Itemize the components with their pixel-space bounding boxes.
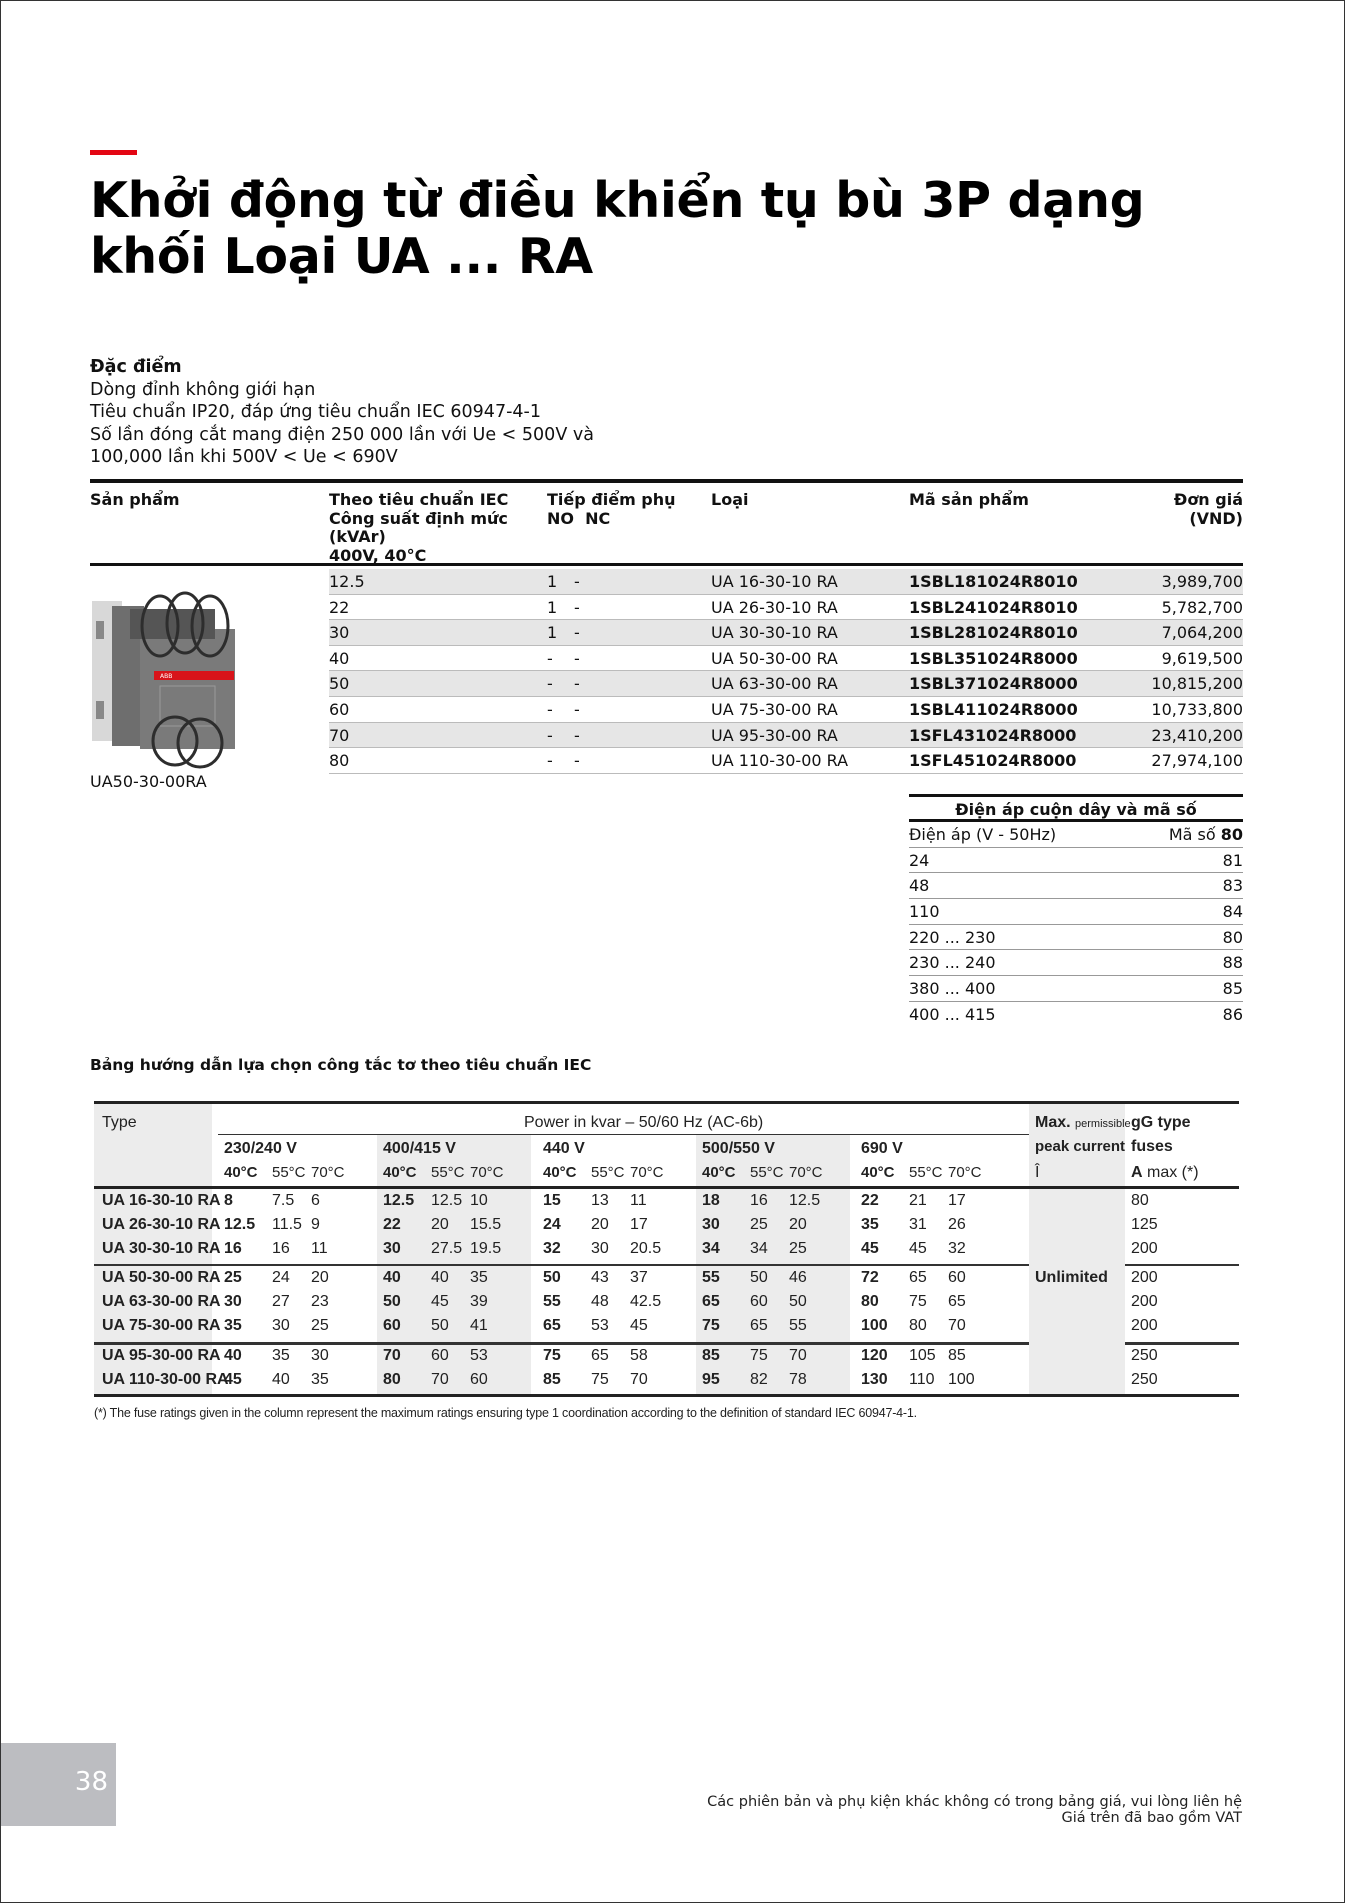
guide-cell: 100 [948, 1371, 975, 1388]
feature-line: Số lần đóng cắt mang điện 250 000 lần với Ue < 500V và [90, 424, 594, 445]
guide-cell: 30 [702, 1216, 720, 1233]
header-fuse-2: fuses [1131, 1138, 1173, 1155]
header-peak: Max. permissible [1035, 1114, 1131, 1131]
accent-bar [90, 150, 137, 155]
guide-cell: 24 [543, 1216, 561, 1233]
guide-cell: 75 [750, 1347, 768, 1364]
cell-nc: - [574, 725, 580, 745]
guide-cell: 34 [750, 1240, 768, 1257]
guide-cell: 48 [591, 1293, 609, 1310]
header-product: Sản phẩm [90, 490, 180, 509]
cell-type: UA 63-30-00 RA [711, 674, 838, 694]
guide-cell: 65 [948, 1293, 966, 1310]
guide-footnote: (*) The fuse ratings given in the column represent the maximum ratings ensuring type 1 coordination according to the definition of standard IEC 60947-4-1. [94, 1406, 917, 1420]
guide-cell: 22 [383, 1216, 401, 1233]
guide-cell: 53 [470, 1347, 488, 1364]
header-type: Loại [711, 490, 749, 509]
guide-cell: 40 [224, 1347, 242, 1364]
header-voltage: 400/415 V [383, 1140, 456, 1157]
coil-row [909, 1002, 1243, 1028]
guide-cell: 10 [470, 1192, 488, 1209]
guide-table-title: Bảng hướng dẫn lựa chọn công tắc tơ theo tiêu chuẩn IEC [90, 1056, 592, 1074]
guide-cell: 53 [591, 1317, 609, 1334]
guide-cell: 22 [861, 1192, 879, 1209]
cell-kvar: 40 [329, 648, 350, 668]
guide-cell: 23 [311, 1293, 329, 1310]
guide-fuse: 200 [1131, 1240, 1158, 1257]
coil-voltage: 220 ... 230 [909, 927, 996, 947]
header-type: Type [102, 1114, 137, 1131]
guide-row-type: UA 75-30-00 RA [102, 1317, 221, 1334]
header-temp: 70°C [470, 1164, 504, 1181]
cell-kvar: 12.5 [329, 572, 365, 591]
guide-cell: 45 [431, 1293, 449, 1310]
coil-row [909, 899, 1243, 925]
header-price: Đơn giá (VND) [1173, 490, 1243, 528]
cell-nc: - [574, 597, 580, 617]
guide-cell: 82 [750, 1371, 768, 1388]
table-row [329, 569, 1243, 595]
coil-table-header: Điện áp (V - 50Hz) Mã số 80 [909, 822, 1243, 848]
cell-nc: - [574, 572, 580, 591]
guide-fuse: 250 [1131, 1347, 1158, 1364]
header-peak-3: Î [1035, 1164, 1040, 1181]
guide-cell: 6 [311, 1192, 320, 1209]
guide-cell: 110 [909, 1371, 935, 1388]
guide-cell: 12.5 [224, 1216, 256, 1233]
cell-kvar: 50 [329, 674, 350, 694]
cell-code: 1SBL351024R8000 [909, 648, 1078, 668]
guide-fuse: 250 [1131, 1371, 1158, 1388]
product-image-caption: UA50-30-00RA [90, 772, 207, 791]
cell-code: 1SBL371024R8000 [909, 674, 1078, 694]
guide-cell: 16 [750, 1192, 768, 1209]
guide-cell: 43 [591, 1269, 609, 1286]
cell-code: 1SBL411024R8000 [909, 699, 1078, 719]
table-row [329, 671, 1243, 697]
header-kvar: Theo tiêu chuẩn IEC Công suất định mức (kVAr) 400V, 40°C [329, 490, 509, 565]
guide-cell: 75 [702, 1317, 720, 1334]
header-temp: 70°C [948, 1164, 982, 1181]
coil-row [909, 950, 1243, 976]
header-temp: 55°C [591, 1164, 625, 1181]
cell-nc: - [574, 648, 580, 668]
guide-cell: 100 [861, 1317, 888, 1334]
guide-cell: 12.5 [789, 1192, 821, 1209]
guide-cell: 31 [909, 1216, 927, 1233]
cell-kvar: 80 [329, 751, 350, 771]
header-temp: 55°C [431, 1164, 465, 1181]
guide-cell: 30 [311, 1347, 329, 1364]
cell-price: 27,974,100 [1151, 751, 1243, 771]
guide-row-type: UA 63-30-00 RA [102, 1293, 221, 1310]
guide-cell: 65 [702, 1293, 720, 1310]
coil-code: 81 [1222, 850, 1243, 870]
header-voltage: 500/550 V [702, 1140, 775, 1157]
cell-code: 1SFL451024R8000 [909, 751, 1077, 771]
page-title: Khởi động từ điều khiển tụ bù 3P dạng khối Loại UA ... RA [90, 172, 1145, 285]
guide-cell: 80 [909, 1317, 927, 1334]
table-row [329, 620, 1243, 646]
guide-cell: 70 [630, 1371, 648, 1388]
guide-cell: 85 [702, 1347, 720, 1364]
table-row [329, 723, 1243, 749]
cell-nc: - [574, 674, 580, 694]
coil-code: 84 [1222, 902, 1243, 922]
header-aux-contacts: Tiếp điểm phụ NO NC [547, 490, 676, 528]
guide-cell: 72 [861, 1269, 879, 1286]
guide-cell: 30 [383, 1240, 401, 1257]
cell-no: - [547, 751, 553, 771]
guide-cell: 25 [311, 1317, 329, 1334]
cell-no: 1 [547, 623, 558, 643]
feature-line: Tiêu chuẩn IP20, đáp ứng tiêu chuẩn IEC 60947-4-1 [90, 402, 541, 422]
cell-kvar: 70 [329, 725, 350, 745]
cell-nc: - [574, 623, 580, 643]
cell-type: UA 30-30-10 RA [711, 623, 838, 643]
cell-type: UA 16-30-10 RA [711, 572, 838, 591]
coil-voltage: 110 [909, 902, 940, 922]
guide-fuse: 125 [1131, 1216, 1158, 1233]
contactor-product-image [90, 591, 238, 769]
header-power: Power in kvar – 50/60 Hz (AC-6b) [524, 1114, 764, 1131]
guide-cell: 12.5 [383, 1192, 415, 1209]
guide-cell: 30 [272, 1317, 290, 1334]
cell-type: UA 50-30-00 RA [711, 648, 838, 668]
guide-peak-value: Unlimited [1035, 1269, 1108, 1286]
header-code: Mã sản phẩm [909, 490, 1029, 509]
cell-type: UA 110-30-00 RA [711, 751, 849, 771]
header-fuse: gG type [1131, 1114, 1191, 1131]
guide-cell: 17 [630, 1216, 648, 1233]
guide-row-type: UA 95-30-00 RA [102, 1347, 221, 1364]
guide-cell: 9 [311, 1216, 320, 1233]
guide-cell: 80 [861, 1293, 879, 1310]
header-temp: 40°C [224, 1164, 258, 1181]
coil-code: 83 [1222, 876, 1243, 896]
cell-kvar: 30 [329, 623, 350, 643]
guide-cell: 27.5 [431, 1240, 463, 1257]
cell-type: UA 95-30-00 RA [711, 725, 838, 745]
guide-cell: 70 [383, 1347, 401, 1364]
guide-cell: 34 [702, 1240, 720, 1257]
coil-voltage: 24 [909, 850, 930, 870]
guide-cell: 17 [948, 1192, 966, 1209]
cell-price: 10,815,200 [1151, 674, 1243, 694]
guide-cell: 50 [383, 1293, 401, 1310]
guide-cell: 27 [272, 1293, 290, 1310]
coil-row [909, 976, 1243, 1002]
guide-cell: 50 [543, 1269, 561, 1286]
guide-fuse: 200 [1131, 1317, 1158, 1334]
cell-price: 10,733,800 [1151, 699, 1243, 719]
guide-cell: 65 [909, 1269, 927, 1286]
guide-cell: 120 [861, 1347, 888, 1364]
guide-cell: 45 [861, 1240, 879, 1257]
guide-cell: 8 [224, 1192, 233, 1209]
page-number: 38 [74, 1767, 108, 1797]
guide-cell: 25 [224, 1269, 242, 1286]
guide-cell: 32 [948, 1240, 966, 1257]
guide-cell: 60 [948, 1269, 966, 1286]
table-header [90, 483, 1243, 566]
guide-cell: 32 [543, 1240, 561, 1257]
guide-cell: 75 [543, 1347, 561, 1364]
coil-voltage-table [909, 794, 1243, 1028]
guide-cell: 60 [431, 1347, 449, 1364]
cell-price: 9,619,500 [1161, 648, 1243, 668]
guide-cell: 50 [431, 1317, 449, 1334]
cell-price: 5,782,700 [1161, 597, 1243, 617]
guide-cell: 16 [224, 1240, 242, 1257]
guide-cell: 70 [948, 1317, 966, 1334]
header-temp: 55°C [909, 1164, 943, 1181]
guide-cell: 37 [630, 1269, 648, 1286]
cell-kvar: 22 [329, 597, 350, 617]
cell-no: - [547, 699, 553, 719]
features-heading: Đặc điểm [90, 357, 182, 377]
table-row [329, 646, 1243, 672]
guide-cell: 20.5 [630, 1240, 662, 1257]
guide-cell: 55 [702, 1269, 720, 1286]
guide-row-type: UA 30-30-10 RA [102, 1240, 221, 1257]
guide-cell: 60 [750, 1293, 768, 1310]
guide-cell: 35 [470, 1269, 488, 1286]
coil-row [909, 873, 1243, 899]
guide-cell: 35 [861, 1216, 879, 1233]
page-number-box [1, 1743, 116, 1826]
coil-voltage: 230 ... 240 [909, 953, 996, 973]
header-temp: 70°C [630, 1164, 664, 1181]
header-temp: 40°C [383, 1164, 417, 1181]
guide-cell: 25 [789, 1240, 807, 1257]
guide-cell: 24 [272, 1269, 290, 1286]
guide-cell: 85 [948, 1347, 966, 1364]
guide-cell: 60 [470, 1371, 488, 1388]
guide-cell: 13 [591, 1192, 609, 1209]
header-temp: 55°C [750, 1164, 784, 1181]
header-voltage: 440 V [543, 1140, 585, 1157]
table-row [329, 748, 1243, 774]
table-row [329, 595, 1243, 621]
cell-nc: - [574, 751, 580, 771]
guide-cell: 75 [909, 1293, 927, 1310]
cell-no: 1 [547, 597, 558, 617]
cell-nc: - [574, 699, 580, 719]
header-temp: 40°C [702, 1164, 736, 1181]
guide-cell: 35 [224, 1317, 242, 1334]
guide-cell: 12.5 [431, 1192, 463, 1209]
cell-price: 3,989,700 [1161, 572, 1243, 591]
guide-cell: 50 [789, 1293, 807, 1310]
guide-cell: 95 [702, 1371, 720, 1388]
header-temp: 40°C [861, 1164, 895, 1181]
guide-cell: 40 [272, 1371, 290, 1388]
guide-cell: 60 [383, 1317, 401, 1334]
cell-code: 1SBL181024R8010 [909, 572, 1078, 591]
features-section [90, 356, 594, 469]
feature-line: 100,000 lần khi 500V < Ue < 690V [90, 447, 398, 467]
guide-row-type: UA 16-30-10 RA [102, 1192, 221, 1209]
header-voltage: 230/240 V [224, 1140, 297, 1157]
header-temp: 70°C [311, 1164, 345, 1181]
guide-cell: 35 [272, 1347, 290, 1364]
guide-cell: 20 [591, 1216, 609, 1233]
cell-price: 23,410,200 [1151, 725, 1243, 745]
header-temp: 40°C [543, 1164, 577, 1181]
guide-cell: 65 [591, 1347, 609, 1364]
guide-cell: 55 [789, 1317, 807, 1334]
guide-cell: 25 [750, 1216, 768, 1233]
guide-cell: 20 [789, 1216, 807, 1233]
coil-code: 88 [1222, 953, 1243, 973]
guide-cell: 20 [311, 1269, 329, 1286]
header-peak-2: peak current [1035, 1138, 1126, 1155]
cell-price: 7,064,200 [1161, 623, 1243, 643]
guide-cell: 70 [431, 1371, 449, 1388]
guide-cell: 40 [383, 1269, 401, 1286]
cell-type: UA 26-30-10 RA [711, 597, 838, 617]
guide-cell: 65 [543, 1317, 561, 1334]
coil-code: 80 [1222, 927, 1243, 947]
guide-cell: 15 [543, 1192, 561, 1209]
guide-cell: 65 [750, 1317, 768, 1334]
guide-cell: 45 [630, 1317, 648, 1334]
cell-no: - [547, 648, 553, 668]
guide-cell: 46 [789, 1269, 807, 1286]
guide-cell: 41 [470, 1317, 488, 1334]
header-temp: 55°C [272, 1164, 306, 1181]
guide-fuse: 200 [1131, 1269, 1158, 1286]
guide-cell: 75 [591, 1371, 609, 1388]
guide-cell: 58 [630, 1347, 648, 1364]
coil-table-title: Điện áp cuộn dây và mã số [909, 797, 1243, 822]
guide-row-type: UA 110-30-00 RA [102, 1371, 229, 1388]
guide-cell: 50 [750, 1269, 768, 1286]
guide-cell: 45 [909, 1240, 927, 1257]
guide-row-type: UA 26-30-10 RA [102, 1216, 221, 1233]
guide-cell: 42.5 [630, 1293, 662, 1310]
iec-selection-guide-table [94, 1101, 1239, 1397]
guide-cell: 19.5 [470, 1240, 502, 1257]
guide-cell: 78 [789, 1371, 807, 1388]
guide-cell: 20 [431, 1216, 449, 1233]
coil-row [909, 848, 1243, 874]
header-fuse-3: A max (*) [1131, 1164, 1199, 1181]
guide-cell: 55 [543, 1293, 561, 1310]
guide-cell: 21 [909, 1192, 927, 1209]
guide-cell: 45 [224, 1371, 242, 1388]
footer-note: Các phiên bản và phụ kiện khác không có trong bảng giá, vui lòng liên hệ Giá trên đã bao gồm VAT [707, 1794, 1242, 1826]
header-temp: 70°C [789, 1164, 823, 1181]
table-body [329, 569, 1243, 774]
coil-code: 86 [1222, 1004, 1243, 1024]
guide-fuse: 80 [1131, 1192, 1149, 1209]
coil-voltage: 48 [909, 876, 930, 896]
coil-voltage: 380 ... 400 [909, 979, 996, 999]
cell-code: 1SFL431024R8000 [909, 725, 1077, 745]
guide-cell: 15.5 [470, 1216, 502, 1233]
guide-cell: 35 [311, 1371, 329, 1388]
cell-code: 1SBL281024R8010 [909, 623, 1078, 643]
guide-cell: 30 [224, 1293, 242, 1310]
guide-cell: 39 [470, 1293, 488, 1310]
cell-no: - [547, 674, 553, 694]
guide-fuse: 200 [1131, 1293, 1158, 1310]
guide-cell: 30 [591, 1240, 609, 1257]
guide-row-type: UA 50-30-00 RA [102, 1269, 221, 1286]
guide-cell: 11 [630, 1192, 647, 1209]
coil-row [909, 925, 1243, 951]
cell-kvar: 60 [329, 699, 350, 719]
guide-cell: 70 [789, 1347, 807, 1364]
guide-cell: 105 [909, 1347, 936, 1364]
cell-code: 1SBL241024R8010 [909, 597, 1078, 617]
svg-text:ABB: ABB [160, 673, 173, 680]
guide-cell: 7.5 [272, 1192, 295, 1209]
guide-cell: 85 [543, 1371, 561, 1388]
feature-line: Dòng đỉnh không giới hạn [90, 379, 316, 400]
guide-cell: 16 [272, 1240, 290, 1257]
guide-cell: 40 [431, 1269, 449, 1286]
header-voltage: 690 V [861, 1140, 903, 1157]
guide-cell: 11.5 [272, 1216, 302, 1233]
coil-code: 85 [1222, 979, 1243, 999]
cell-no: - [547, 725, 553, 745]
table-row [329, 697, 1243, 723]
guide-cell: 18 [702, 1192, 720, 1209]
coil-voltage: 400 ... 415 [909, 1004, 996, 1024]
cell-type: UA 75-30-00 RA [711, 699, 838, 719]
guide-cell: 130 [861, 1371, 888, 1388]
guide-cell: 26 [948, 1216, 966, 1233]
guide-cell: 11 [311, 1240, 328, 1257]
guide-cell: 80 [383, 1371, 401, 1388]
cell-no: 1 [547, 572, 558, 591]
